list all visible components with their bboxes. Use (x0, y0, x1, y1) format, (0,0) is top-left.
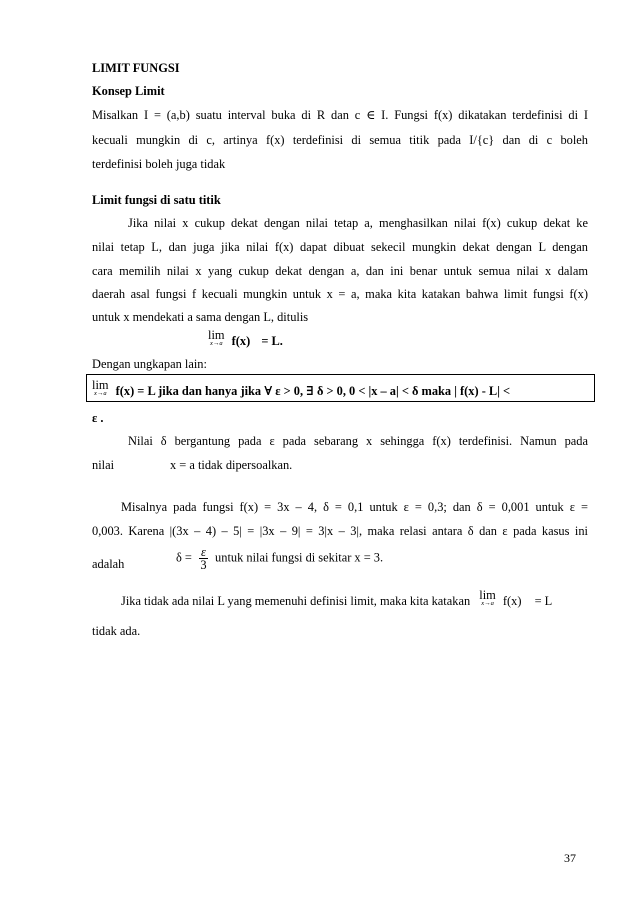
intro-line-2: kecuali mungkin di c, artinya f(x) terdefinisi di semua titik pada I/{c} dan di c boleh (92, 133, 588, 147)
intro-line-1: Misalkan I = (a,b) suatu interval buka di R dan c ∈ I. Fungsi f(x) dikatakan terdefinisi di I (92, 108, 588, 122)
formula-limit: lim x→a f(x) = L. (208, 328, 283, 348)
para1-line-3: cara memilih nilai x yang cukup dekat dengan a, dan ini benar untuk semua nilai x dalam (92, 264, 588, 278)
lim-operator: lim x→a (92, 378, 109, 397)
page-number: 37 (564, 851, 576, 865)
delta-note-rest: x = a tidak dipersoalkan. (170, 458, 293, 472)
lim-operator: lim x→a (208, 328, 225, 347)
definition-tail: ε . (92, 411, 104, 425)
example-line-2: 0,003. Karena |(3x – 4) – 5| = |3x – 9| = 3|x – 3|, maka relasi antara δ dan ε pada kasus ini (92, 524, 588, 538)
lim-operator: lim x→a (479, 588, 496, 607)
para1-line-4: daerah asal fungsi f kecuali mungkin untuk x = a, maka kita katakan bahwa limit fungsi f(x) (92, 287, 588, 301)
intro-line-3: terdefinisi boleh juga tidak (92, 157, 226, 171)
closing-line-1: Jika tidak ada nilai L yang memenuhi definisi limit, maka kita katakan lim x→a f(x) = L (121, 588, 553, 608)
delta-note-line-1: Nilai δ bergantung pada ε pada sebarang x sehingga f(x) terdefinisi. Namun pada (128, 434, 588, 448)
para1-line-2: nilai tetap L, dan juga jika nilai f(x) dapat dibuat sekecil mungkin dekat dengan L dengan (92, 240, 588, 254)
para1-line-5: untuk x mendekati a sama dengan L, ditulis (92, 310, 309, 324)
para1-line-1: Jika nilai x cukup dekat dengan nilai tetap a, menghasilkan nilai f(x) cukup dekat ke (128, 216, 588, 230)
example-line-3-label: adalah (92, 557, 125, 571)
closing-line-2: tidak ada. (92, 624, 141, 638)
section-heading: Limit fungsi di satu titik (92, 193, 221, 207)
example-line-3: δ = $\frac{\varepsilon}{3}$ untuk nilai fungsi di sekitar x = 3. (176, 545, 384, 572)
delta-note-label: nilai (92, 458, 115, 472)
other-words: Dengan ungkapan lain: (92, 357, 207, 371)
definition-line: lim x→a f(x) = L jika dan hanya jika ∀ ε > 0, ∃ δ > 0, 0 < |x – a| < δ maka | f(x) - L| < (92, 378, 511, 398)
epsilon-over-3: $\frac{\varepsilon}{3}$ (200, 545, 207, 572)
subtitle: Konsep Limit (92, 84, 165, 98)
example-line-1: Misalnya pada fungsi f(x) = 3x – 4, δ = 0,1 untuk ε = 0,3; dan δ = 0,001 untuk ε = (121, 500, 588, 514)
page-title: LIMIT FUNGSI (92, 61, 180, 75)
